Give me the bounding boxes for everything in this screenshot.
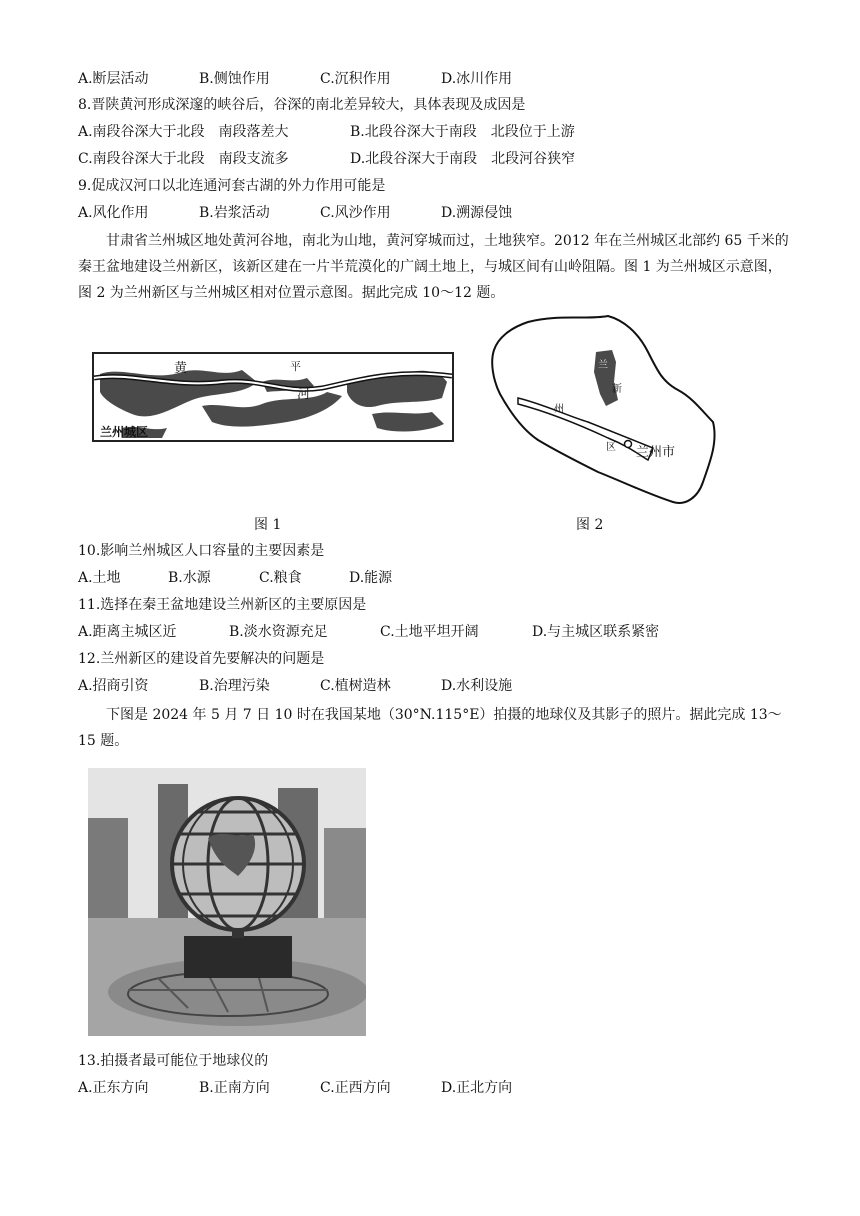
q12-option-d: D.水利设施 xyxy=(441,678,513,694)
passage-globe: 下图是 2024 年 5 月 7 日 10 时在我国某地（30°N.115°E）拍摄的地球仪及其影子的照片。据此完成 13～15 题。 xyxy=(78,707,782,749)
q12-option-b: B.治理污染 xyxy=(199,678,270,694)
q8-option-c: C.南段谷深大于北段 南段支流多 xyxy=(78,151,289,167)
q9-option-b: B.岩浆活动 xyxy=(199,205,270,221)
q11-option-d: D.与主城区联系紧密 xyxy=(532,624,660,640)
q12-option-a: A.招商引资 xyxy=(78,678,149,694)
q11-option-c: C.土地平坦开阔 xyxy=(380,624,479,640)
q8-stem: 8.晋陕黄河形成深邃的峡谷后，谷深的南北差异较大，具体表现及成因是 xyxy=(78,97,526,113)
figure-1-caption: 图 1 xyxy=(254,517,282,533)
q11-option-a: A.距离主城区近 xyxy=(78,624,177,640)
fig1-label-ping: 平 xyxy=(290,360,301,373)
q13-stem: 13.拍摄者最可能位于地球仪的 xyxy=(78,1053,269,1069)
q8-option-d: D.北段谷深大于南段 北段河谷狭窄 xyxy=(350,151,576,167)
fig2-label-zhou: 州 xyxy=(554,404,564,415)
globe-photo-drawing xyxy=(88,768,366,1036)
q13-option-c: C.正西方向 xyxy=(320,1080,391,1096)
fig2-label-lan: 兰 xyxy=(598,360,608,371)
q12-stem: 12.兰州新区的建设首先要解决的问题是 xyxy=(78,651,325,667)
passage-lanzhou: 甘肃省兰州城区地处黄河谷地，南北为山地，黄河穿城而过，土地狭窄。2012 年在兰州城区北部约 65 千米的秦王盆地建设兰州新区，该新区建在一片半荒漠化的广阔土地上，与城区间有山岭阻隔。图 1 为兰州城区示意图，图 2 为兰州新区与兰州城区相对位置示意图。据此完成 10～12 题。 xyxy=(78,233,789,301)
q8-option-b: B.北段谷深大于南段 北段位于上游 xyxy=(350,124,575,140)
figure-2-map xyxy=(488,312,724,508)
lanzhou-newarea-map xyxy=(488,312,724,508)
fig2-label-qu: 区 xyxy=(606,442,616,453)
q11-option-b: B.淡水资源充足 xyxy=(229,624,328,640)
q10-stem: 10.影响兰州城区人口容量的主要因素是 xyxy=(78,543,325,559)
globe-photo xyxy=(88,768,366,1036)
q13-option-d: D.正北方向 xyxy=(441,1080,513,1096)
q7-option-d: D.冰川作用 xyxy=(441,71,513,87)
fig1-label-he: 河 xyxy=(297,387,311,402)
q9-option-d: D.溯源侵蚀 xyxy=(441,205,513,221)
q9-stem: 9.促成汉河口以北连通河套古湖的外力作用可能是 xyxy=(78,178,386,194)
q8-option-a: A.南段谷深大于北段 南段落差大 xyxy=(78,124,289,140)
figure-2-caption: 图 2 xyxy=(576,517,604,533)
q13-option-b: B.正南方向 xyxy=(199,1080,270,1096)
q7-option-a: A.断层活动 xyxy=(78,71,149,87)
fig1-label-city: 兰州城区 xyxy=(100,425,149,439)
q10-option-d: D.能源 xyxy=(349,570,393,586)
fig2-label-xin: 新 xyxy=(612,384,622,395)
lanzhou-city-map xyxy=(92,352,454,442)
q13-option-a: A.正东方向 xyxy=(78,1080,149,1096)
q9-option-c: C.风沙作用 xyxy=(320,205,391,221)
fig1-label-huang: 黄 xyxy=(174,361,188,376)
figure-1-map xyxy=(92,352,454,442)
fig2-label-lanzhou-city: 兰州市 xyxy=(636,445,676,460)
q10-option-b: B.水源 xyxy=(168,570,211,586)
q7-option-b: B.侧蚀作用 xyxy=(199,71,270,87)
q10-option-a: A.土地 xyxy=(78,570,121,586)
q12-option-c: C.植树造林 xyxy=(320,678,391,694)
q11-stem: 11.选择在秦王盆地建设兰州新区的主要原因是 xyxy=(78,597,367,613)
q7-option-c: C.沉积作用 xyxy=(320,71,391,87)
q9-option-a: A.风化作用 xyxy=(78,205,149,221)
q10-option-c: C.粮食 xyxy=(259,570,302,586)
